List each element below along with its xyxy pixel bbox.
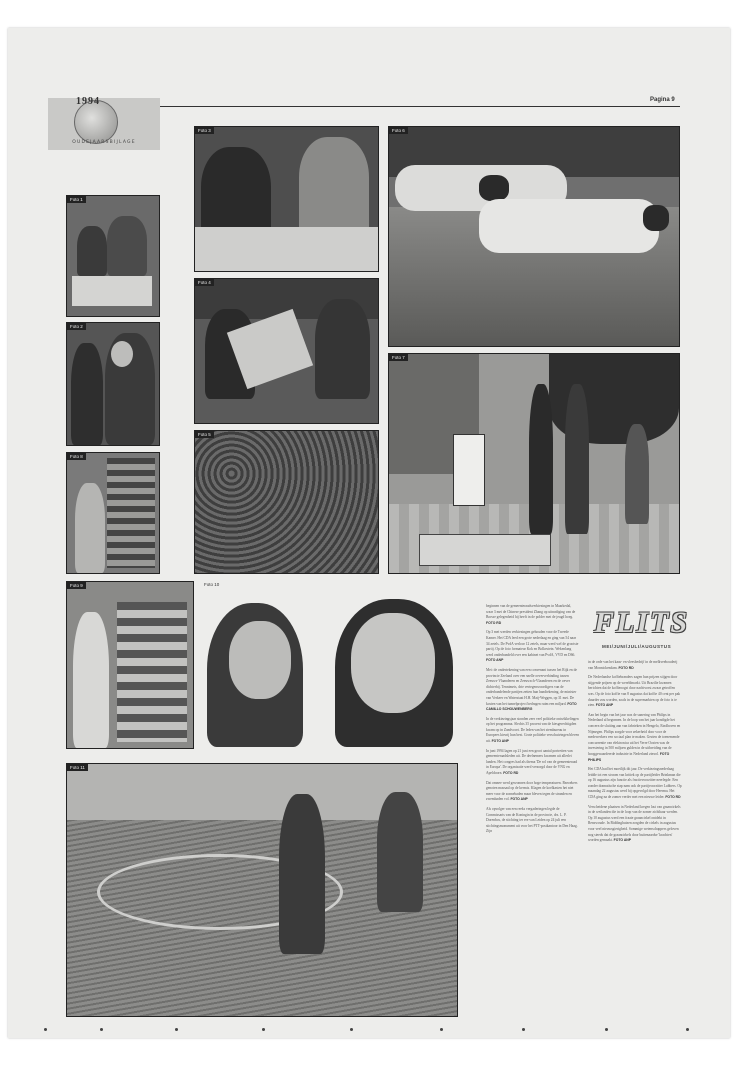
photo-4 (194, 278, 379, 424)
caption-item: In de verkiezingsjaar stonden zeer veel politieke ontwikkelingen op het programma. Slechts 35 procent van de kiesgerechtigden kwam op in Zandvoort. De leden van het stembureau in Europees kiesrij hun best. Grote politieke verschuivingen bleven uit. FOTO ANP (486, 716, 579, 744)
photo-label: Foto 6 (389, 127, 408, 134)
flits-logo (588, 606, 698, 652)
logo-subtitle: OUDEJAARSBIJLAGE (72, 140, 136, 145)
photo-8 (66, 452, 160, 574)
page-number: Pagina 9 (650, 97, 675, 103)
photo-label: Foto 7 (389, 354, 408, 361)
photo-3 (194, 126, 379, 272)
caption-item: Het CDA had het moeilijk dit jaar. De verkiezingsnederlaag leidde tot een stroom van kritiek op de partijleider Brinkman die op 16 augustus zijn functie als fractievoorzitter neerlegde. Een zonder dramatische stap nam ook de partijvoorzitter Lubbers. Op maandag 22 augustus werd hij opgevolgd door Heerma. Het CDA ging na de zomer verder met een nieuwe leider. FOTO RD (588, 767, 682, 800)
photo-label: Foto 2 (67, 323, 86, 330)
photo-1 (66, 195, 160, 317)
photo-label: Foto 9 (67, 582, 86, 589)
caption-item: Op 3 mei werden verkiezingen gehouden voor de Tweede Kamer. Het CDA leed een grote nederlaag en ging van 54 naar 34 zetels. De PvdA verloor 12 zetels, maar werd wel de grootste partij. Op de foto formateur Kok en Bolkestein. Wekenlang werd onderhandeld over een kabinet van PvdA, VVD en D66. FOTO ANP (486, 630, 579, 663)
photo-label: Foto 5 (195, 431, 214, 438)
photo-label: Foto 10 (204, 582, 220, 587)
photo-5 (194, 430, 379, 574)
photo-label: Foto 8 (67, 453, 86, 460)
caption-column-right (588, 660, 682, 1014)
photo-label: Foto 11 (67, 764, 88, 771)
caption-item: Dat omnee werd gewonnen door hoge temperaturen. Bezoekers genoten massaal op de kermis. Klagen de koelkasten het niet meer voor de zonnebaden maar bleven tegen de stranden en zwembaden vol. FOTO ANP (486, 780, 578, 802)
caption-item: Als opvolger van een reeks vergaderingen legde de Commissaris van de Koningin in de provincie, drs. L. P. Dorenbos, de stichting ter ere van Leiden op 24 juli een stichtingsmonument uit voor het PTT-postkantoor in Den Haag. Zijn (486, 807, 578, 834)
photo-label: Foto 1 (67, 196, 86, 203)
photo-label: Foto 4 (195, 279, 214, 286)
caption-item: In juni 1994 lagen op 21 juni een groot aantal portretten van gemeenteraadsleden uit. De deelnemers kwamen uit allerlei landen. Het congres had als thema 'De rol van de gemeenteraad in Europa'. De organisatie werd verzorgd door de VNG en Apeldoorn. FOTO RD (486, 748, 578, 776)
caption-item: De Nederlandse koffiebranders zagen hun prijzen stijgen door stijgende prijzen op de wereldmarkt. Uit Brazilie kwamen berichten dat de koffieoogst door nachtvorst zwaar getroffen was. Op de foto koffie van 8 augustus dat koffie 40 cent per pak duurder zou worden, zoals in de supermarkten op de foto is te zien. FOTO ANP (588, 675, 681, 708)
caption-item: Mei: de ondertekening van een convenant tussen het Rijk en de provincie Zeeland over een snelle oeververbinding tussen Zeeuws-Vlaanderen en Zeeuwsch-Vlaanderen en de oever dichterbij. Tennimets, drie vertegenwoordigers van de onderhandelende partijen zetten hun handtekening, de minister van Verkeer en Waterstaat H.H. Maij-Weggen, op 31 mei. De kosten van het tunnelproject bedragen ruim een miljard. FOTO CAMILLO SCHOUWENBERG (486, 667, 578, 712)
flits-months: MEI/JUNI/JULI/AUGUSTUS (602, 644, 672, 649)
logo-year: 1994 (76, 96, 100, 107)
supplement-logo (48, 98, 160, 150)
caption-item: Verscheidene plaatsen in Nederland kregen last van graancirkels in de weilanden die in de loop van de zomer zichtbaar werden. Op 10 augustus werd een fraaie graancirkel ontdekt in Renswoude. In Biddinghuizen zorgden de cirkels in augustus voor veel nieuwsgierigheid. Sommige wetenschappers geloven nog steeds dat de graancirkels door buitenaardse 'krachten' worden gemaakt. FOTO ANP (588, 804, 681, 843)
binding-holes (0, 1028, 738, 1032)
photo-6 (388, 126, 680, 347)
header-rule (160, 106, 680, 107)
photo-10 (201, 581, 461, 747)
caption-item: in de orde van het kaas- en vleesbedrijf in de melkveehouderij van Monnickendam. FOTO RD (588, 660, 678, 670)
flits-title: FLITS (594, 606, 690, 639)
caption-item: Aan het begin van het jaar was de sanering van Philips in Nederland al begonnen. In de loop van het jaar kondigde het concern de sluiting aan van fabrieken in Hengelo, Eindhoven en Nijmegen. Philips zorgde voor zekerheid door voor de medewerkers een sociaal plan te maken. Gezien de toenemende concurrentie van elektronica uit het Verre Oosten was de investering in 500 miljoen gulden in de uitbreiding van de hooggewaardeerde industrie in Nederland zinvol. FOTO PHILIPS (588, 712, 681, 762)
photo-2 (66, 322, 160, 446)
photo-11 (66, 763, 458, 1017)
caption-column-left (486, 604, 579, 1014)
caption-item: beginnen van de gemeenteraadsverkiezingen in Maarkedal, waar 3 mei de Chinese president Zhang op uitnodiging van de Borsse gelegenheid hij heeft in de polder met de jeugd hoeg. FOTO RD (486, 604, 576, 625)
photo-9 (66, 581, 194, 749)
photo-7 (388, 353, 680, 574)
photo-label: Foto 3 (195, 127, 214, 134)
